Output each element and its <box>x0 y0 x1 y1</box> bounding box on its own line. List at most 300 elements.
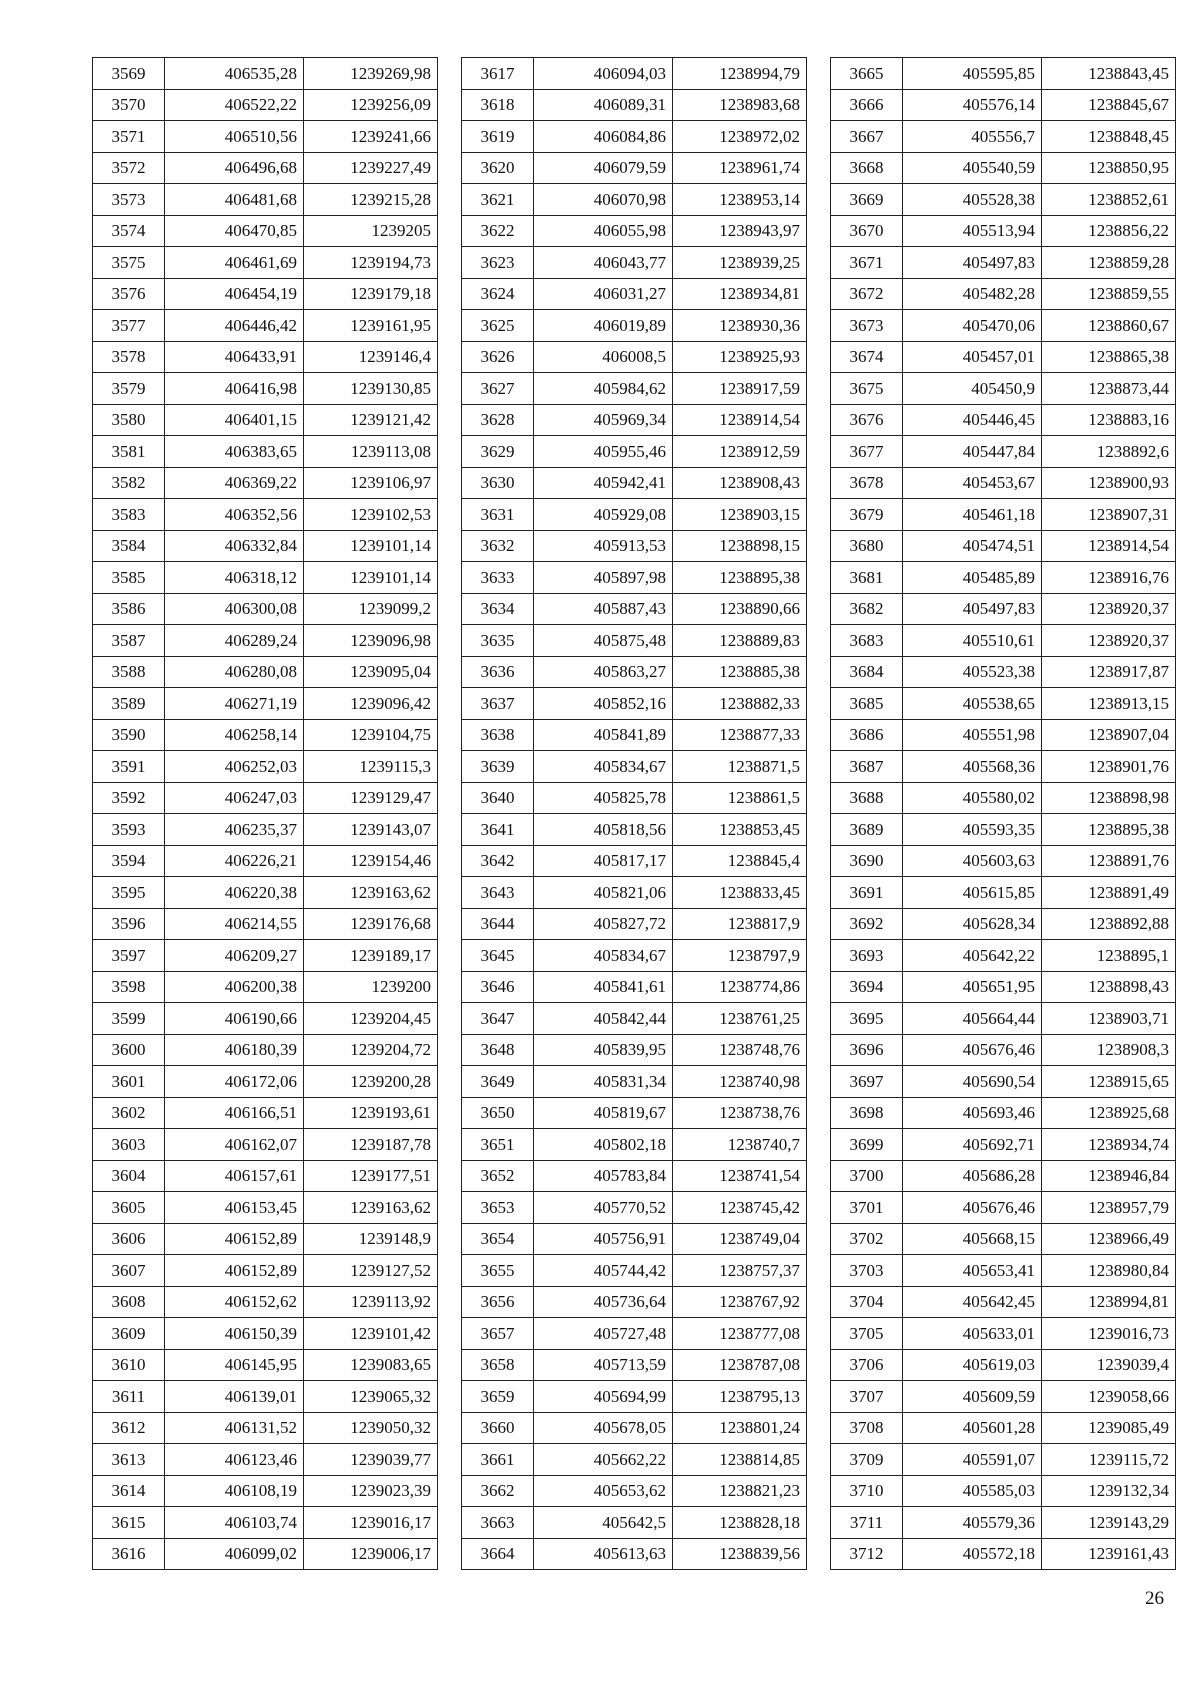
y-coordinate-cell: 1238994,81 <box>1042 1286 1176 1318</box>
x-coordinate-cell: 405875,48 <box>534 625 673 657</box>
y-coordinate-cell: 1238853,45 <box>673 814 807 846</box>
table-row <box>462 971 807 1003</box>
table-row <box>93 341 438 373</box>
y-coordinate-cell: 1239143,29 <box>1042 1507 1176 1539</box>
x-coordinate-cell: 405984,62 <box>534 373 673 405</box>
table-row <box>831 310 1176 342</box>
point-number-cell: 3632 <box>462 530 534 562</box>
x-coordinate-cell: 405538,65 <box>903 688 1042 720</box>
y-coordinate-cell: 1238916,76 <box>1042 562 1176 594</box>
y-coordinate-cell: 1239148,9 <box>304 1223 438 1255</box>
x-coordinate-cell: 405653,62 <box>534 1475 673 1507</box>
table-row <box>831 404 1176 436</box>
y-coordinate-cell: 1238761,25 <box>673 1003 807 1035</box>
y-coordinate-cell: 1239016,73 <box>1042 1318 1176 1350</box>
table-row <box>462 751 807 783</box>
y-coordinate-cell: 1238925,68 <box>1042 1097 1176 1129</box>
table-row <box>462 688 807 720</box>
table-row <box>93 719 438 751</box>
y-coordinate-cell: 1239085,49 <box>1042 1412 1176 1444</box>
y-coordinate-cell: 1239146,4 <box>304 341 438 373</box>
y-coordinate-cell: 1238861,5 <box>673 782 807 814</box>
y-coordinate-cell: 1238795,13 <box>673 1381 807 1413</box>
y-coordinate-cell: 1239115,72 <box>1042 1444 1176 1476</box>
x-coordinate-cell: 405497,83 <box>903 593 1042 625</box>
y-coordinate-cell: 1238920,37 <box>1042 625 1176 657</box>
x-coordinate-cell: 405831,34 <box>534 1066 673 1098</box>
table-row <box>93 467 438 499</box>
x-coordinate-cell: 406433,91 <box>165 341 304 373</box>
y-coordinate-cell: 1238920,37 <box>1042 593 1176 625</box>
point-number-cell: 3701 <box>831 1192 903 1224</box>
table-row <box>462 530 807 562</box>
x-coordinate-cell: 405556,7 <box>903 121 1042 153</box>
point-number-cell: 3580 <box>93 404 165 436</box>
y-coordinate-cell: 1239106,97 <box>304 467 438 499</box>
x-coordinate-cell: 406139,01 <box>165 1381 304 1413</box>
table-row <box>831 436 1176 468</box>
point-number-cell: 3571 <box>93 121 165 153</box>
point-number-cell: 3616 <box>93 1538 165 1570</box>
y-coordinate-cell: 1239204,45 <box>304 1003 438 1035</box>
table-row <box>93 940 438 972</box>
table-row <box>462 719 807 751</box>
table-row <box>93 877 438 909</box>
point-number-cell: 3600 <box>93 1034 165 1066</box>
table-row <box>93 58 438 90</box>
point-number-cell: 3636 <box>462 656 534 688</box>
x-coordinate-cell: 406152,62 <box>165 1286 304 1318</box>
y-coordinate-cell: 1238865,38 <box>1042 341 1176 373</box>
table-row <box>93 1381 438 1413</box>
point-number-cell: 3700 <box>831 1160 903 1192</box>
point-number-cell: 3660 <box>462 1412 534 1444</box>
table-row <box>462 656 807 688</box>
x-coordinate-cell: 406235,37 <box>165 814 304 846</box>
table-row <box>462 1223 807 1255</box>
point-number-cell: 3586 <box>93 593 165 625</box>
x-coordinate-cell: 405770,52 <box>534 1192 673 1224</box>
point-number-cell: 3667 <box>831 121 903 153</box>
y-coordinate-cell: 1238814,85 <box>673 1444 807 1476</box>
y-coordinate-cell: 1238898,15 <box>673 530 807 562</box>
point-number-cell: 3638 <box>462 719 534 751</box>
table-row <box>831 1444 1176 1476</box>
table-row <box>462 908 807 940</box>
x-coordinate-cell: 405819,67 <box>534 1097 673 1129</box>
table-row <box>93 373 438 405</box>
y-coordinate-cell: 1238895,38 <box>673 562 807 594</box>
x-coordinate-cell: 406079,59 <box>534 152 673 184</box>
y-coordinate-cell: 1239104,75 <box>304 719 438 751</box>
point-number-cell: 3606 <box>93 1223 165 1255</box>
point-number-cell: 3662 <box>462 1475 534 1507</box>
y-coordinate-cell: 1239130,85 <box>304 373 438 405</box>
y-coordinate-cell: 1239187,78 <box>304 1129 438 1161</box>
y-coordinate-cell: 1238741,54 <box>673 1160 807 1192</box>
table-row <box>831 1192 1176 1224</box>
point-number-cell: 3628 <box>462 404 534 436</box>
point-number-cell: 3596 <box>93 908 165 940</box>
y-coordinate-cell: 1238966,49 <box>1042 1223 1176 1255</box>
y-coordinate-cell: 1239161,95 <box>304 310 438 342</box>
table-row <box>93 1160 438 1192</box>
table-row <box>93 121 438 153</box>
table-row <box>462 593 807 625</box>
coordinate-table-middle <box>461 57 807 1570</box>
point-number-cell: 3572 <box>93 152 165 184</box>
x-coordinate-cell: 405827,72 <box>534 908 673 940</box>
table-row <box>462 814 807 846</box>
table-row <box>831 1066 1176 1098</box>
point-number-cell: 3673 <box>831 310 903 342</box>
x-coordinate-cell: 406172,06 <box>165 1066 304 1098</box>
x-coordinate-cell: 405676,46 <box>903 1034 1042 1066</box>
table-row <box>831 152 1176 184</box>
page-number: 26 <box>1145 1588 1164 1609</box>
table-row <box>462 1286 807 1318</box>
point-number-cell: 3655 <box>462 1255 534 1287</box>
point-number-cell: 3590 <box>93 719 165 751</box>
table-row <box>93 1318 438 1350</box>
table-row <box>831 530 1176 562</box>
point-number-cell: 3674 <box>831 341 903 373</box>
table-row <box>831 562 1176 594</box>
table-row <box>831 845 1176 877</box>
x-coordinate-cell: 405540,59 <box>903 152 1042 184</box>
point-number-cell: 3575 <box>93 247 165 279</box>
point-number-cell: 3703 <box>831 1255 903 1287</box>
table-row <box>462 1507 807 1539</box>
x-coordinate-cell: 406416,98 <box>165 373 304 405</box>
y-coordinate-cell: 1239176,68 <box>304 908 438 940</box>
point-number-cell: 3670 <box>831 215 903 247</box>
table-row <box>93 656 438 688</box>
point-number-cell: 3612 <box>93 1412 165 1444</box>
x-coordinate-cell: 406019,89 <box>534 310 673 342</box>
table-row <box>93 1192 438 1224</box>
x-coordinate-cell: 405841,61 <box>534 971 673 1003</box>
y-coordinate-cell: 1238915,65 <box>1042 1066 1176 1098</box>
x-coordinate-cell: 406220,38 <box>165 877 304 909</box>
y-coordinate-cell: 1238980,84 <box>1042 1255 1176 1287</box>
point-number-cell: 3693 <box>831 940 903 972</box>
y-coordinate-cell: 1239204,72 <box>304 1034 438 1066</box>
point-number-cell: 3682 <box>831 593 903 625</box>
point-number-cell: 3629 <box>462 436 534 468</box>
point-number-cell: 3702 <box>831 1223 903 1255</box>
table-row <box>831 1538 1176 1570</box>
table-row <box>831 1223 1176 1255</box>
table-row <box>462 625 807 657</box>
table-row <box>462 1097 807 1129</box>
x-coordinate-cell: 405817,17 <box>534 845 673 877</box>
y-coordinate-cell: 1238821,23 <box>673 1475 807 1507</box>
x-coordinate-cell: 405841,89 <box>534 719 673 751</box>
x-coordinate-cell: 405601,28 <box>903 1412 1042 1444</box>
y-coordinate-cell: 1239006,17 <box>304 1538 438 1570</box>
y-coordinate-cell: 1239200 <box>304 971 438 1003</box>
point-number-cell: 3620 <box>462 152 534 184</box>
y-coordinate-cell: 1239194,73 <box>304 247 438 279</box>
y-coordinate-cell: 1239039,77 <box>304 1444 438 1476</box>
point-number-cell: 3641 <box>462 814 534 846</box>
point-number-cell: 3643 <box>462 877 534 909</box>
y-coordinate-cell: 1239200,28 <box>304 1066 438 1098</box>
table-row <box>831 971 1176 1003</box>
x-coordinate-cell: 406226,21 <box>165 845 304 877</box>
x-coordinate-cell: 405485,89 <box>903 562 1042 594</box>
point-number-cell: 3678 <box>831 467 903 499</box>
table-row <box>93 845 438 877</box>
point-number-cell: 3648 <box>462 1034 534 1066</box>
y-coordinate-cell: 1239127,52 <box>304 1255 438 1287</box>
point-number-cell: 3704 <box>831 1286 903 1318</box>
y-coordinate-cell: 1239129,47 <box>304 782 438 814</box>
y-coordinate-cell: 1238934,81 <box>673 278 807 310</box>
table-row <box>831 656 1176 688</box>
x-coordinate-cell: 405591,07 <box>903 1444 1042 1476</box>
point-number-cell: 3581 <box>93 436 165 468</box>
point-number-cell: 3578 <box>93 341 165 373</box>
x-coordinate-cell: 405642,5 <box>534 1507 673 1539</box>
y-coordinate-cell: 1239132,34 <box>1042 1475 1176 1507</box>
y-coordinate-cell: 1238914,54 <box>673 404 807 436</box>
x-coordinate-cell: 406200,38 <box>165 971 304 1003</box>
x-coordinate-cell: 406043,77 <box>534 247 673 279</box>
x-coordinate-cell: 406247,03 <box>165 782 304 814</box>
table-row <box>831 782 1176 814</box>
table-row <box>462 310 807 342</box>
table-row <box>831 1003 1176 1035</box>
x-coordinate-cell: 406352,56 <box>165 499 304 531</box>
y-coordinate-cell: 1238859,55 <box>1042 278 1176 310</box>
x-coordinate-cell: 406055,98 <box>534 215 673 247</box>
table-row <box>462 1192 807 1224</box>
table-row <box>93 814 438 846</box>
y-coordinate-cell: 1238913,15 <box>1042 688 1176 720</box>
point-number-cell: 3686 <box>831 719 903 751</box>
y-coordinate-cell: 1238900,93 <box>1042 467 1176 499</box>
y-coordinate-cell: 1238749,04 <box>673 1223 807 1255</box>
point-number-cell: 3677 <box>831 436 903 468</box>
point-number-cell: 3610 <box>93 1349 165 1381</box>
x-coordinate-cell: 405595,85 <box>903 58 1042 90</box>
point-number-cell: 3582 <box>93 467 165 499</box>
table-row <box>93 1286 438 1318</box>
y-coordinate-cell: 1238901,76 <box>1042 751 1176 783</box>
y-coordinate-cell: 1238787,08 <box>673 1349 807 1381</box>
y-coordinate-cell: 1239023,39 <box>304 1475 438 1507</box>
x-coordinate-cell: 405609,59 <box>903 1381 1042 1413</box>
x-coordinate-cell: 405568,36 <box>903 751 1042 783</box>
y-coordinate-cell: 1239099,2 <box>304 593 438 625</box>
table-row <box>462 1475 807 1507</box>
point-number-cell: 3685 <box>831 688 903 720</box>
y-coordinate-cell: 1238907,04 <box>1042 719 1176 751</box>
table-row <box>831 467 1176 499</box>
y-coordinate-cell: 1239016,17 <box>304 1507 438 1539</box>
x-coordinate-cell: 405457,01 <box>903 341 1042 373</box>
point-number-cell: 3661 <box>462 1444 534 1476</box>
y-coordinate-cell: 1239096,42 <box>304 688 438 720</box>
x-coordinate-cell: 406070,98 <box>534 184 673 216</box>
point-number-cell: 3689 <box>831 814 903 846</box>
y-coordinate-cell: 1239102,53 <box>304 499 438 531</box>
y-coordinate-cell: 1238903,15 <box>673 499 807 531</box>
table-row <box>93 247 438 279</box>
y-coordinate-cell: 1238907,31 <box>1042 499 1176 531</box>
table-row <box>462 436 807 468</box>
x-coordinate-cell: 405528,38 <box>903 184 1042 216</box>
x-coordinate-cell: 406383,65 <box>165 436 304 468</box>
point-number-cell: 3635 <box>462 625 534 657</box>
point-number-cell: 3570 <box>93 89 165 121</box>
point-number-cell: 3707 <box>831 1381 903 1413</box>
point-number-cell: 3592 <box>93 782 165 814</box>
y-coordinate-cell: 1238738,76 <box>673 1097 807 1129</box>
point-number-cell: 3656 <box>462 1286 534 1318</box>
y-coordinate-cell: 1238891,76 <box>1042 845 1176 877</box>
table-row <box>93 1223 438 1255</box>
point-number-cell: 3695 <box>831 1003 903 1035</box>
table-row <box>462 1538 807 1570</box>
x-coordinate-cell: 405694,99 <box>534 1381 673 1413</box>
x-coordinate-cell: 405825,78 <box>534 782 673 814</box>
point-number-cell: 3697 <box>831 1066 903 1098</box>
table-row <box>93 310 438 342</box>
y-coordinate-cell: 1238912,59 <box>673 436 807 468</box>
y-coordinate-cell: 1238891,49 <box>1042 877 1176 909</box>
y-coordinate-cell: 1239101,14 <box>304 562 438 594</box>
table-row <box>93 971 438 1003</box>
point-number-cell: 3706 <box>831 1349 903 1381</box>
x-coordinate-cell: 405615,85 <box>903 877 1042 909</box>
point-number-cell: 3711 <box>831 1507 903 1539</box>
y-coordinate-cell: 1239154,46 <box>304 845 438 877</box>
y-coordinate-cell: 1239193,61 <box>304 1097 438 1129</box>
x-coordinate-cell: 405551,98 <box>903 719 1042 751</box>
y-coordinate-cell: 1238817,9 <box>673 908 807 940</box>
x-coordinate-cell: 406094,03 <box>534 58 673 90</box>
table-row <box>462 121 807 153</box>
point-number-cell: 3637 <box>462 688 534 720</box>
x-coordinate-cell: 406084,86 <box>534 121 673 153</box>
table-row <box>93 593 438 625</box>
y-coordinate-cell: 1238852,61 <box>1042 184 1176 216</box>
point-number-cell: 3626 <box>462 341 534 373</box>
point-number-cell: 3645 <box>462 940 534 972</box>
table-row <box>831 58 1176 90</box>
x-coordinate-cell: 405653,41 <box>903 1255 1042 1287</box>
x-coordinate-cell: 406522,22 <box>165 89 304 121</box>
y-coordinate-cell: 1238908,3 <box>1042 1034 1176 1066</box>
x-coordinate-cell: 406123,46 <box>165 1444 304 1476</box>
point-number-cell: 3604 <box>93 1160 165 1192</box>
point-number-cell: 3653 <box>462 1192 534 1224</box>
x-coordinate-cell: 406166,51 <box>165 1097 304 1129</box>
table-row <box>831 278 1176 310</box>
table-row <box>831 247 1176 279</box>
x-coordinate-cell: 405651,95 <box>903 971 1042 1003</box>
table-row <box>831 1507 1176 1539</box>
point-number-cell: 3675 <box>831 373 903 405</box>
table-row <box>93 782 438 814</box>
table-row <box>462 58 807 90</box>
y-coordinate-cell: 1239096,98 <box>304 625 438 657</box>
x-coordinate-cell: 405690,54 <box>903 1066 1042 1098</box>
x-coordinate-cell: 406252,03 <box>165 751 304 783</box>
y-coordinate-cell: 1238961,74 <box>673 152 807 184</box>
point-number-cell: 3639 <box>462 751 534 783</box>
table-row <box>93 499 438 531</box>
y-coordinate-cell: 1238903,71 <box>1042 1003 1176 1035</box>
table-row <box>462 341 807 373</box>
y-coordinate-cell: 1239163,62 <box>304 1192 438 1224</box>
table-row <box>462 877 807 909</box>
x-coordinate-cell: 405678,05 <box>534 1412 673 1444</box>
table-row <box>462 89 807 121</box>
x-coordinate-cell: 405572,18 <box>903 1538 1042 1570</box>
table-row <box>831 1097 1176 1129</box>
point-number-cell: 3622 <box>462 215 534 247</box>
x-coordinate-cell: 405579,36 <box>903 1507 1042 1539</box>
point-number-cell: 3569 <box>93 58 165 90</box>
point-number-cell: 3647 <box>462 1003 534 1035</box>
x-coordinate-cell: 405642,22 <box>903 940 1042 972</box>
point-number-cell: 3608 <box>93 1286 165 1318</box>
point-number-cell: 3683 <box>831 625 903 657</box>
point-number-cell: 3593 <box>93 814 165 846</box>
table-row <box>462 940 807 972</box>
point-number-cell: 3584 <box>93 530 165 562</box>
point-number-cell: 3708 <box>831 1412 903 1444</box>
y-coordinate-cell: 1238914,54 <box>1042 530 1176 562</box>
x-coordinate-cell: 405593,35 <box>903 814 1042 846</box>
table-row <box>831 1255 1176 1287</box>
x-coordinate-cell: 405628,34 <box>903 908 1042 940</box>
x-coordinate-cell: 405897,98 <box>534 562 673 594</box>
y-coordinate-cell: 1239189,17 <box>304 940 438 972</box>
x-coordinate-cell: 405461,18 <box>903 499 1042 531</box>
table-row <box>462 215 807 247</box>
point-number-cell: 3585 <box>93 562 165 594</box>
table-row <box>462 1129 807 1161</box>
x-coordinate-cell: 406271,19 <box>165 688 304 720</box>
x-coordinate-cell: 406099,02 <box>165 1538 304 1570</box>
point-number-cell: 3615 <box>93 1507 165 1539</box>
point-number-cell: 3652 <box>462 1160 534 1192</box>
x-coordinate-cell: 405913,53 <box>534 530 673 562</box>
x-coordinate-cell: 405852,16 <box>534 688 673 720</box>
table-row <box>93 1003 438 1035</box>
x-coordinate-cell: 405929,08 <box>534 499 673 531</box>
point-number-cell: 3679 <box>831 499 903 531</box>
x-coordinate-cell: 406131,52 <box>165 1412 304 1444</box>
point-number-cell: 3690 <box>831 845 903 877</box>
table-row <box>831 1412 1176 1444</box>
table-row <box>462 467 807 499</box>
y-coordinate-cell: 1239269,98 <box>304 58 438 90</box>
x-coordinate-cell: 405802,18 <box>534 1129 673 1161</box>
point-number-cell: 3587 <box>93 625 165 657</box>
x-coordinate-cell: 406089,31 <box>534 89 673 121</box>
point-number-cell: 3650 <box>462 1097 534 1129</box>
y-coordinate-cell: 1238839,56 <box>673 1538 807 1570</box>
x-coordinate-cell: 405756,91 <box>534 1223 673 1255</box>
x-coordinate-cell: 405969,34 <box>534 404 673 436</box>
y-coordinate-cell: 1238860,67 <box>1042 310 1176 342</box>
